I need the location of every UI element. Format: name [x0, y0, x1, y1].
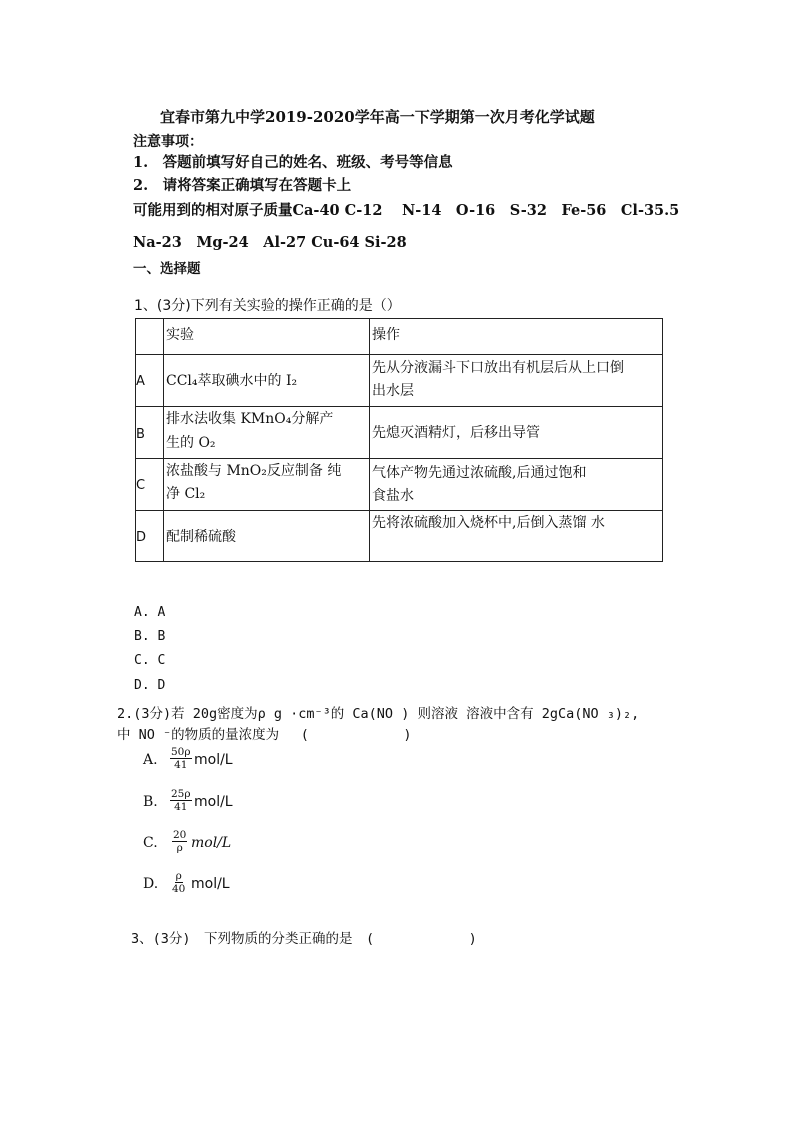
fraction-denominator: 41	[174, 801, 188, 813]
fraction	[172, 829, 187, 854]
table-row-label: C	[136, 478, 146, 493]
option-unit: mol/L	[191, 876, 230, 892]
question-1-option-b[interactable]: B. B	[134, 629, 166, 644]
question-2-stem-line-1: 2.(3分)若 20g密度为ρ g ·cm⁻³的 Ca(NO ) 则溶液 溶液中含有 2gCa(NO ₃)₂,	[117, 706, 640, 722]
fraction-denominator: 40	[172, 883, 186, 895]
table-cell-experiment: 排水法收集 KMnO₄分解产	[166, 411, 334, 427]
table-cell-operation: 先熄灭酒精灯，后移出导管	[372, 425, 540, 441]
fraction	[170, 746, 192, 771]
table-cell-experiment: 生的 O₂	[166, 435, 216, 451]
option-unit: mol/L	[194, 752, 233, 768]
page-title: 宜春市第九中学2019-2020学年高一下学期第一次月考化学试题	[160, 108, 595, 126]
question-2-stem-line-2: 中 NO ⁻的物质的量浓度为 ( )	[117, 727, 412, 743]
table-cell-experiment: 净 Cl₂	[166, 486, 206, 502]
fraction	[171, 870, 186, 895]
notice-heading: 注意事项：	[133, 134, 203, 150]
fraction	[170, 788, 192, 813]
table-row-label: B	[136, 427, 145, 442]
question-1-option-c[interactable]: C. C	[134, 653, 166, 668]
option-unit: mol/L	[191, 835, 232, 851]
table-cell-experiment: CCl₄萃取碘水中的 I₂	[166, 373, 298, 389]
option-label: A.	[143, 752, 158, 768]
atomic-mass-line-1: 可能用到的相对原子质量Ca-40 C-12 N-14 O-16 S-32 Fe-56 Cl-35.5	[133, 202, 680, 219]
fraction-numerator: 20	[173, 829, 187, 841]
table-cell-experiment: 配制稀硫酸	[166, 529, 236, 545]
option-unit: mol/L	[194, 794, 233, 810]
table-cell-operation: 先从分液漏斗下口放出有机层后从上口倒	[372, 360, 624, 376]
fraction-numerator: ρ	[175, 870, 182, 882]
table-cell-experiment: 浓盐酸与 MnO₂反应制备 纯	[166, 463, 342, 479]
notice-item-2: 2. 请将答案正确填写在答题卡上	[133, 177, 352, 194]
fraction-denominator: 41	[174, 759, 188, 771]
fraction-numerator: 50ρ	[171, 746, 191, 758]
table-header-operation: 操作	[372, 327, 400, 343]
section-heading-choice: 一、选择题	[133, 261, 201, 277]
table-cell-operation: 出水层	[372, 383, 414, 399]
option-label: C.	[143, 835, 158, 851]
option-label: B.	[143, 794, 158, 810]
fraction-denominator: ρ	[176, 842, 183, 854]
notice-item-1: 1. 答题前填写好自己的姓名、班级、考号等信息	[133, 154, 453, 171]
table-row-label: A	[136, 374, 145, 389]
table-cell-operation: 食盐水	[372, 488, 414, 504]
option-label: D.	[143, 876, 159, 892]
question-1-table	[135, 318, 663, 562]
table-cell-operation: 先将浓硫酸加入烧杯中,后倒入蒸馏 水	[372, 515, 605, 531]
question-1-option-d[interactable]: D. D	[134, 678, 166, 693]
atomic-mass-line-2: Na-23 Mg-24 Al-27 Cu-64 Si-28	[133, 234, 407, 251]
question-3-stem: 3、(3分) 下列物质的分类正确的是 ( )	[131, 931, 477, 947]
table-cell-operation: 气体产物先通过浓硫酸,后通过饱和	[372, 465, 587, 481]
table-row-label: D	[136, 530, 147, 545]
question-1-option-a[interactable]: A. A	[134, 605, 166, 620]
fraction-numerator: 25ρ	[171, 788, 191, 800]
table-header-experiment: 实验	[166, 327, 194, 343]
question-1-stem: 1、(3分)下列有关实验的操作正确的是（）	[134, 298, 401, 314]
